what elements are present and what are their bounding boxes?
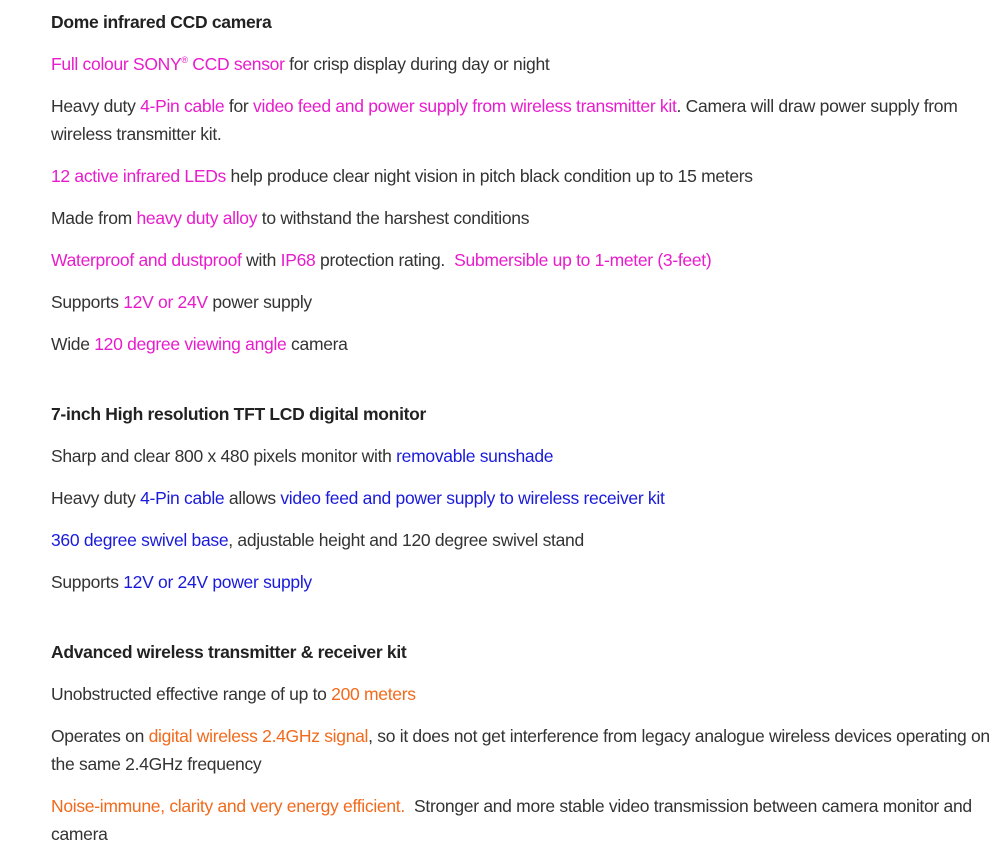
wireless-feature-noise: [51, 792, 997, 848]
monitor-feature-cable: [51, 484, 665, 512]
wireless-feature-signal: [51, 722, 997, 778]
text: power supply: [207, 292, 312, 312]
camera-feature-cable: [51, 92, 997, 148]
section-title-monitor: 7-inch High resolution TFT LCD digital monitor: [51, 404, 427, 424]
highlight: Noise-immune, clarity and very energy efficient.: [51, 796, 405, 816]
text: camera: [286, 334, 348, 354]
text: , so it does not get interference from legacy analogue wireless devices operating on the same 2.4GHz frequency: [51, 726, 990, 774]
highlight: 120 degree viewing angle: [94, 334, 287, 354]
camera-feature-power: [51, 288, 312, 316]
camera-feature-waterproof: [51, 246, 711, 274]
text: Supports: [51, 292, 124, 312]
camera-feature-angle: [51, 330, 348, 358]
highlight: CCD sensor: [187, 54, 285, 74]
highlight: video feed and power supply from wireless transmitter kit: [253, 96, 677, 116]
highlight: 4-Pin cable: [140, 488, 225, 508]
highlight: 12V or 24V: [123, 292, 208, 312]
text: help produce clear night vision in pitch black condition up to 15 meters: [226, 166, 753, 186]
camera-feature-leds: [51, 162, 753, 190]
text: allows: [224, 488, 281, 508]
text: Heavy duty: [51, 488, 141, 508]
registered-mark: ®: [181, 55, 188, 66]
camera-feature-alloy: [51, 204, 529, 232]
text: to withstand the harshest conditions: [257, 208, 530, 228]
text: for: [224, 96, 254, 116]
highlight: 360 degree swivel base: [51, 530, 229, 550]
highlight: 200 meters: [331, 684, 416, 704]
camera-feature-sensor: [51, 50, 549, 78]
text: Wide: [51, 334, 95, 354]
section-title-camera: Dome infrared CCD camera: [51, 12, 272, 32]
text: , adjustable height and 120 degree swivel stand: [228, 530, 584, 550]
monitor-feature-resolution: [51, 442, 553, 470]
text: for crisp display during day or night: [284, 54, 550, 74]
text: Operates on: [51, 726, 149, 746]
highlight: Full colour SONY: [51, 54, 182, 74]
section-title-wireless: Advanced wireless transmitter & receiver kit: [51, 642, 407, 662]
highlight: Waterproof and dustproof: [51, 250, 242, 270]
text: protection rating.: [315, 250, 455, 270]
highlight: video feed and power supply to wireless receiver kit: [280, 488, 665, 508]
highlight: digital wireless 2.4GHz signal: [148, 726, 369, 746]
wireless-feature-range: [51, 680, 416, 708]
highlight: heavy duty alloy: [136, 208, 258, 228]
highlight: removable sunshade: [396, 446, 554, 466]
text: Made from: [51, 208, 137, 228]
highlight: Submersible up to 1-meter (3-feet): [454, 250, 712, 270]
text: . Camera will draw power supply from wireless transmitter kit.: [51, 96, 958, 144]
text: Heavy duty: [51, 96, 141, 116]
text: with: [241, 250, 281, 270]
text: Supports: [51, 572, 124, 592]
highlight: 12 active infrared LEDs: [51, 166, 226, 186]
text: Unobstructed effective range of up to: [51, 684, 332, 704]
highlight: IP68: [280, 250, 316, 270]
monitor-feature-power: [51, 568, 312, 596]
monitor-feature-swivel: [51, 526, 584, 554]
highlight: 4-Pin cable: [140, 96, 225, 116]
highlight: 12V or 24V power supply: [123, 572, 312, 592]
text: Stronger and more stable video transmission between camera monitor and camera: [51, 796, 977, 844]
text: Sharp and clear 800 x 480 pixels monitor with: [51, 446, 397, 466]
